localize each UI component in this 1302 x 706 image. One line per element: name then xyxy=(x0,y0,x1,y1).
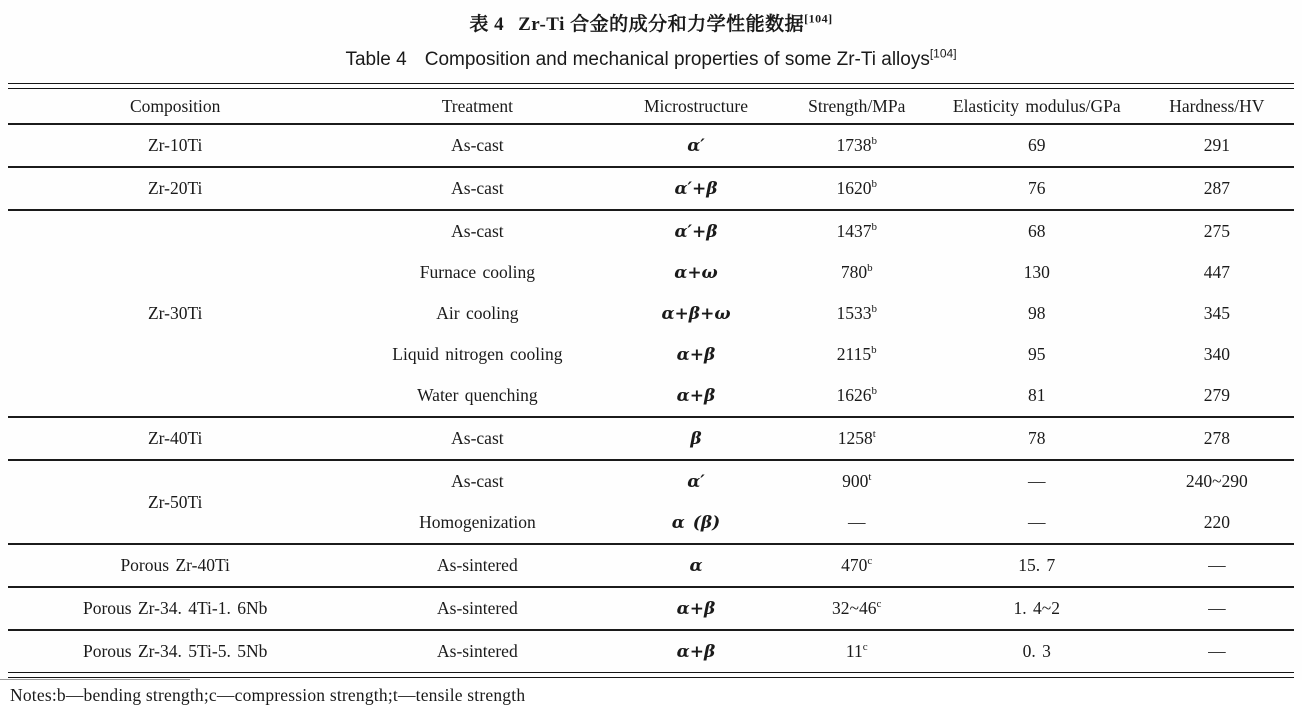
strength-note-superscript: b xyxy=(867,262,873,275)
strength-cell: 780$^b$ xyxy=(840,262,873,282)
microstructure-cell: α+β xyxy=(612,587,779,630)
elasticity-modulus-cell: 95 xyxy=(1028,344,1046,364)
strength-cell: 1258$^t$ xyxy=(780,417,934,460)
column-header-composition: Composition xyxy=(8,89,342,124)
treatment-cell: Liquid nitrogen cooling xyxy=(392,344,563,364)
elasticity-modulus-cell: 76 xyxy=(934,167,1140,210)
hardness-cell: 278 xyxy=(1140,417,1294,460)
treatment-cell: As-cast xyxy=(342,210,612,252)
treatment-cell: Homogenization xyxy=(419,512,536,532)
table-row xyxy=(8,587,1294,630)
elasticity-modulus-cell: 69 xyxy=(934,124,1140,167)
hardness-cell: 447 xyxy=(1203,262,1230,282)
citation-ref-english: [104] xyxy=(929,46,957,61)
table-row xyxy=(8,417,1294,460)
microstructure-cell: α xyxy=(612,544,779,587)
alloy-table-body xyxy=(8,124,1294,672)
elasticity-modulus-cell: 1. 4~2 xyxy=(934,587,1140,630)
hardness-cell: — xyxy=(1140,630,1294,672)
strength-cell: 1738$^b$ xyxy=(780,124,934,167)
column-header-strength: Strength/MPa xyxy=(780,89,934,124)
alloy-properties-table xyxy=(8,89,1294,672)
strength-cell: — xyxy=(847,512,866,532)
strength-note-superscript: b xyxy=(871,385,877,398)
hardness-cell: — xyxy=(1140,544,1294,587)
table-title-english-text: Composition and mechanical properties of some Zr-Ti alloys xyxy=(424,49,930,70)
table-notes: Notes:b—bending strength;c—compression strength;t—tensile strength xyxy=(10,685,526,705)
table-row xyxy=(8,124,1294,167)
table-number-chinese: 表 4 xyxy=(469,14,505,35)
composition-cell: Porous Zr-40Ti xyxy=(8,544,342,587)
microstructure-cell: α′+β xyxy=(612,210,779,252)
composition-cell: Porous Zr-34. 5Ti-5. 5Nb xyxy=(8,630,342,672)
elasticity-modulus-cell: 130 xyxy=(1023,262,1050,282)
column-header-elasticity-modulus: Elasticity modulus/GPa xyxy=(934,89,1140,124)
elasticity-modulus-cell: — xyxy=(934,460,1140,502)
strength-cell: 1626$^b$ xyxy=(836,385,877,405)
column-header-microstructure: Microstructure xyxy=(612,89,779,124)
header-row xyxy=(8,89,1294,124)
microstructure-cell: α+ω xyxy=(674,262,718,283)
elasticity-modulus-cell: 68 xyxy=(934,210,1140,252)
hardness-cell: 291 xyxy=(1140,124,1294,167)
microstructure-cell: α (β) xyxy=(671,512,721,533)
strength-cell: 470$^c$ xyxy=(780,544,934,587)
table-title-chinese xyxy=(0,0,1302,36)
microstructure-cell: α+β xyxy=(676,385,716,406)
table-bottom-rule xyxy=(8,672,1294,678)
table-title-english xyxy=(0,46,1302,71)
next-table-rule-fragment xyxy=(0,679,190,680)
composition-cell: Zr-20Ti xyxy=(8,167,342,210)
strength-note-superscript: b xyxy=(871,135,877,148)
column-header-hardness: Hardness/HV xyxy=(1140,89,1294,124)
strength-note-superscript: c xyxy=(862,641,868,654)
hardness-cell: 287 xyxy=(1140,167,1294,210)
strength-note-superscript: b xyxy=(871,178,877,191)
table-row xyxy=(8,167,1294,210)
microstructure-cell: α′ xyxy=(612,460,779,502)
hardness-cell: 240~290 xyxy=(1140,460,1294,502)
citation-ref-chinese: [104] xyxy=(804,11,833,26)
microstructure-cell: α+β xyxy=(676,344,716,365)
microstructure-cell: α′ xyxy=(612,124,779,167)
treatment-cell: Water quenching xyxy=(417,385,538,405)
microstructure-cell: α+β xyxy=(612,630,779,672)
strength-cell: 32~46$^c$ xyxy=(780,587,934,630)
microstructure-cell: β xyxy=(612,417,779,460)
elasticity-modulus-cell: 78 xyxy=(934,417,1140,460)
strength-note-superscript: b xyxy=(871,344,877,357)
treatment-cell: As-cast xyxy=(342,460,612,502)
treatment-cell: As-cast xyxy=(342,124,612,167)
strength-note-superscript: c xyxy=(867,555,873,568)
column-header-treatment: Treatment xyxy=(342,89,612,124)
table-title-chinese-text: Zr-Ti 合金的成分和力学性能数据 xyxy=(518,14,805,35)
composition-cell: Zr-10Ti xyxy=(8,124,342,167)
strength-note-superscript: b xyxy=(871,221,877,234)
strength-cell: 1533$^b$ xyxy=(836,303,877,323)
strength-cell: 900$^t$ xyxy=(780,460,934,502)
hardness-cell: 220 xyxy=(1203,512,1230,532)
composition-cell: Zr-50Ti xyxy=(8,460,342,544)
strength-cell: 11$^c$ xyxy=(780,630,934,672)
hardness-cell: 340 xyxy=(1203,344,1230,364)
hardness-cell: — xyxy=(1140,587,1294,630)
elasticity-modulus-cell: 98 xyxy=(1028,303,1046,323)
table-row xyxy=(8,210,1294,252)
composition-cell: Zr-30Ti xyxy=(8,210,342,417)
treatment-cell: As-sintered xyxy=(342,630,612,672)
strength-note-superscript: t xyxy=(868,471,872,484)
hardness-cell: 275 xyxy=(1140,210,1294,252)
composition-cell: Porous Zr-34. 4Ti-1. 6Nb xyxy=(8,587,342,630)
strength-note-superscript: t xyxy=(872,428,876,441)
strength-cell: 1437$^b$ xyxy=(780,210,934,252)
treatment-cell: As-cast xyxy=(342,417,612,460)
table-row xyxy=(8,630,1294,672)
table-row xyxy=(8,544,1294,587)
treatment-cell: Air cooling xyxy=(436,303,519,323)
hardness-cell: 279 xyxy=(1203,385,1230,405)
elasticity-modulus-cell: — xyxy=(1028,512,1046,532)
strength-note-superscript: c xyxy=(876,598,882,611)
microstructure-cell: α′+β xyxy=(612,167,779,210)
treatment-cell: As-sintered xyxy=(342,544,612,587)
elasticity-modulus-cell: 15. 7 xyxy=(934,544,1140,587)
table-row xyxy=(8,460,1294,502)
hardness-cell: 345 xyxy=(1203,303,1230,323)
treatment-cell: As-cast xyxy=(342,167,612,210)
strength-cell: 1620$^b$ xyxy=(780,167,934,210)
table-number-english: Table 4 xyxy=(345,49,407,70)
elasticity-modulus-cell: 81 xyxy=(1028,385,1046,405)
strength-note-superscript: b xyxy=(871,303,877,316)
treatment-cell: As-sintered xyxy=(342,587,612,630)
composition-cell: Zr-40Ti xyxy=(8,417,342,460)
elasticity-modulus-cell: 0. 3 xyxy=(934,630,1140,672)
treatment-cell: Furnace cooling xyxy=(419,262,535,282)
strength-cell: 2115$^b$ xyxy=(836,344,877,364)
microstructure-cell: α+β+ω xyxy=(661,303,731,324)
